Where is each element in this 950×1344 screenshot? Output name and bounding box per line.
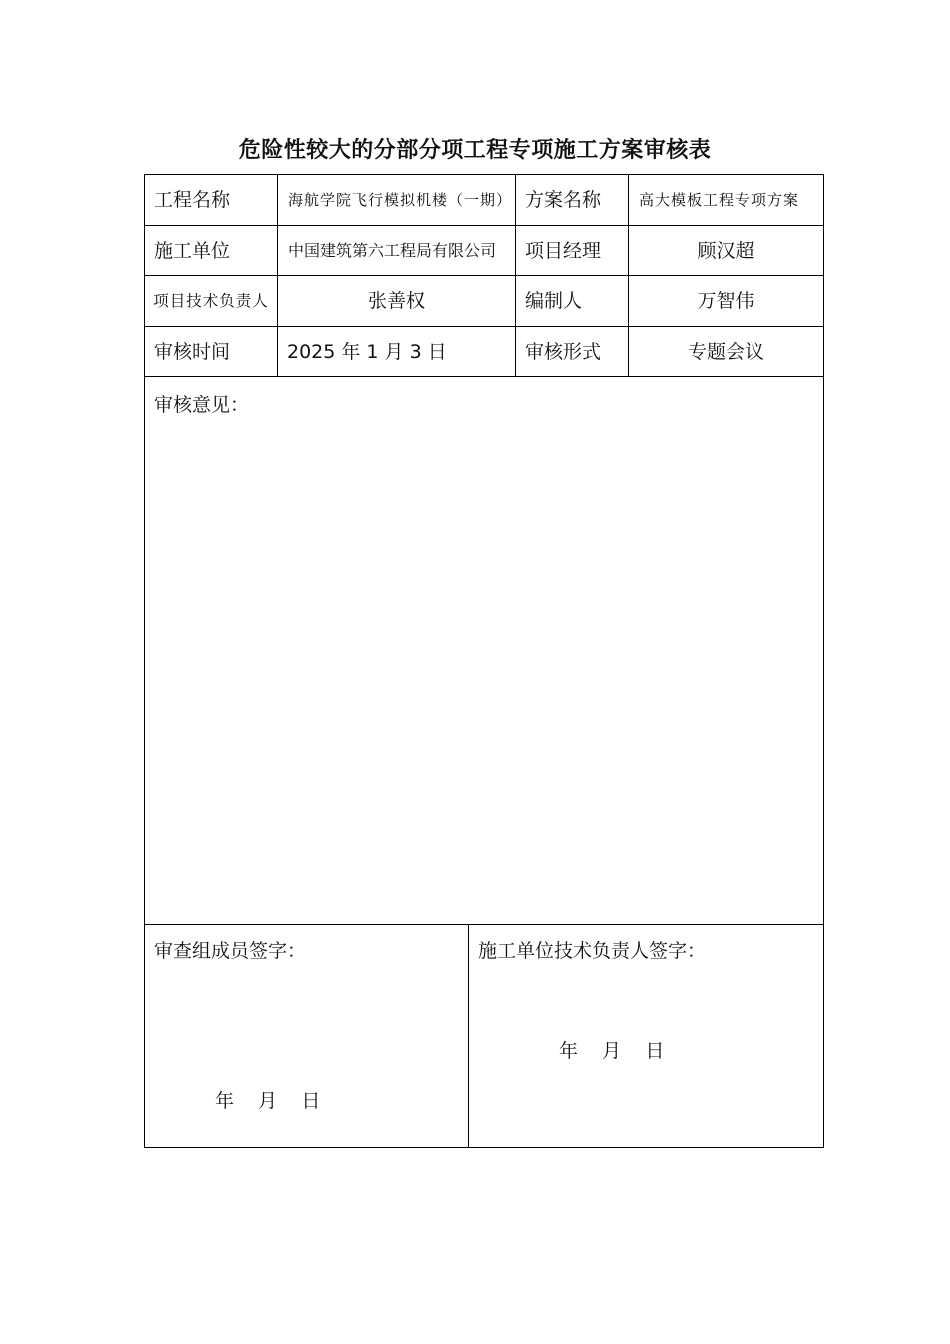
- project-name-value: 海航学院飞行模拟机楼（一期）: [288, 190, 513, 209]
- tech-lead-value: 张善权: [367, 290, 425, 312]
- review-time-value: 2025 年 1 月 3 日: [287, 340, 447, 363]
- project-manager-value-cell: [629, 226, 823, 276]
- review-form-table: [144, 174, 824, 1148]
- construction-unit-label-cell: [145, 226, 278, 276]
- tech-lead-signature-area[interactable]: [469, 925, 823, 1147]
- review-time-label-cell: [145, 327, 278, 377]
- construction-unit-value: 中国建筑第六工程局有限公司: [288, 241, 497, 260]
- review-panel-signature-area[interactable]: [145, 925, 469, 1147]
- review-form-label-cell: [516, 327, 629, 377]
- plan-name-value-cell: [629, 175, 823, 226]
- project-name-value-cell: [278, 175, 516, 226]
- tech-lead-signature-label: 施工单位技术负责人签字：: [478, 940, 707, 962]
- construction-unit-value-cell: [278, 226, 516, 276]
- compiler-value-cell: [629, 276, 823, 327]
- project-name-label: 工程名称: [154, 189, 231, 211]
- review-time-label: 审核时间: [154, 340, 231, 363]
- review-form-value-cell: [629, 327, 823, 377]
- review-form-label: 审核形式: [525, 340, 602, 363]
- compiler-label-cell: [516, 276, 629, 327]
- review-panel-signature-date: 年 月 日: [215, 1090, 321, 1112]
- review-form-value: 专题会议: [687, 340, 764, 363]
- tech-lead-signature-date: 年 月 日: [559, 1040, 665, 1062]
- review-opinion-area[interactable]: [145, 377, 823, 925]
- review-panel-signature-label: 审查组成员签字：: [154, 940, 307, 962]
- page-title: 危险性较大的分部分项工程专项施工方案审核表: [238, 138, 712, 163]
- review-opinion-label: 审核意见：: [154, 394, 250, 416]
- plan-name-label-cell: [516, 175, 629, 226]
- plan-name-value: 高大模板工程专项方案: [639, 190, 800, 209]
- plan-name-label: 方案名称: [525, 189, 602, 211]
- compiler-label: 编制人: [525, 290, 583, 312]
- compiler-value: 万智伟: [697, 290, 755, 312]
- review-time-value-cell: [278, 327, 516, 377]
- construction-unit-label: 施工单位: [154, 239, 231, 262]
- project-manager-label-cell: [516, 226, 629, 276]
- project-manager-label: 项目经理: [525, 239, 602, 262]
- tech-lead-label-cell: [145, 276, 278, 327]
- tech-lead-value-cell: [278, 276, 516, 327]
- project-manager-value: 顾汉超: [697, 239, 755, 262]
- tech-lead-label: 项目技术负责人: [153, 291, 269, 310]
- project-name-label-cell: [145, 175, 278, 226]
